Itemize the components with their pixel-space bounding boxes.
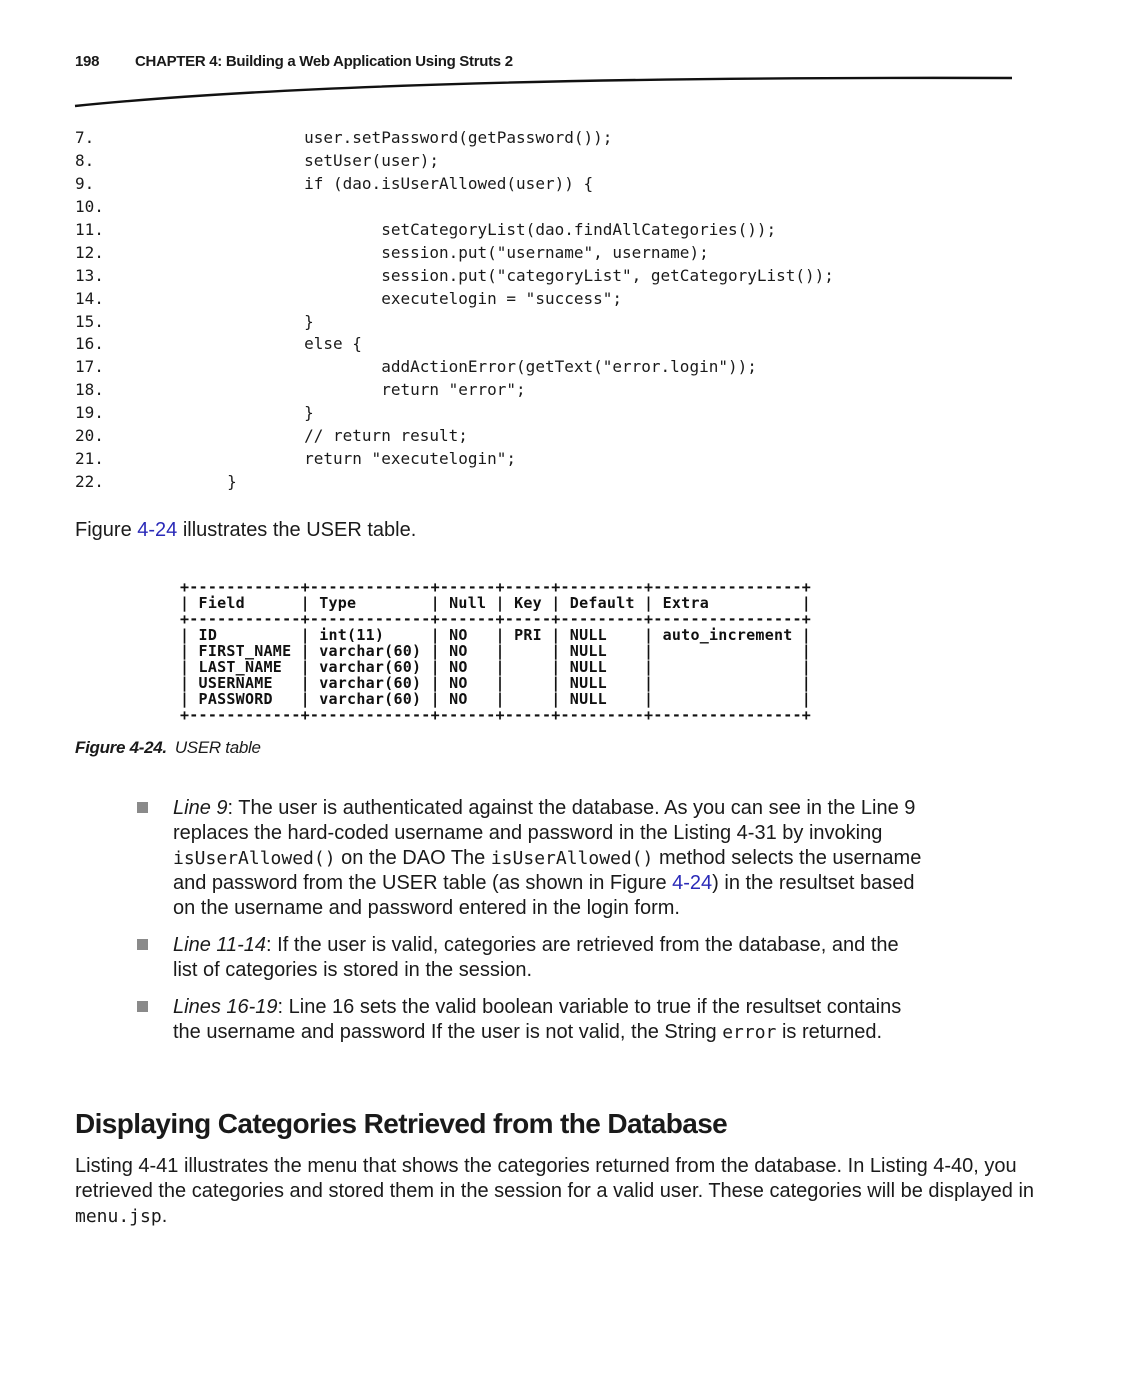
line-number: 12. (75, 242, 104, 262)
code-text: } (150, 472, 237, 492)
line-number: 17. (75, 357, 104, 377)
table-line: | LAST_NAME | varchar(60) | NO | | NULL | | (180, 658, 812, 676)
code-text: user.setPassword(getPassword()); (150, 128, 613, 147)
code-text: setCategoryList(dao.findAllCategories()); (150, 219, 777, 239)
code-line (75, 196, 834, 219)
page-number: 198 (75, 53, 100, 70)
code-text: executelogin = "success"; (150, 288, 623, 308)
list-item (137, 796, 927, 921)
line-number: 21. (75, 449, 104, 469)
line-number: 9. (75, 173, 95, 193)
code-line (75, 425, 834, 448)
square-bullet-icon (137, 802, 148, 813)
line-number: 22. (75, 472, 104, 492)
bullet-lead: Lines 16-19 (173, 996, 278, 1018)
line-number: 18. (75, 380, 104, 400)
code-line (75, 150, 834, 173)
table-line: | USERNAME | varchar(60) | NO | | NULL | | (180, 674, 812, 692)
table-line: | FIRST_NAME | varchar(60) | NO | | NULL | | (180, 642, 812, 660)
bullet-text: : If the user is valid, categories are retrieved from the database, and the list of categories is stored in the session. (173, 934, 899, 981)
line-number: 8. (75, 150, 95, 170)
line-number: 10. (75, 196, 104, 216)
code-line (75, 448, 834, 471)
line-number: 14. (75, 288, 104, 308)
code-text: addActionError(getText("error.login")); (150, 357, 757, 377)
code-line (75, 288, 834, 311)
code-text: return "error"; (150, 380, 526, 400)
code-text: } (150, 403, 314, 423)
section-heading: Displaying Categories Retrieved from the Database (75, 1108, 728, 1139)
code-text: // return result; (150, 426, 468, 446)
bullet-lead: Line 11-14 (173, 934, 267, 956)
header-swoosh-rule (70, 72, 1020, 112)
running-header (75, 53, 513, 70)
code-line (75, 379, 834, 402)
section-text: . (161, 1205, 168, 1227)
line-number: 20. (75, 426, 104, 446)
code-line (75, 311, 834, 334)
code-line (75, 242, 834, 265)
table-line: +------------+-------------+------+-----+---------+----------------+ (180, 706, 812, 724)
bullet-lead: Line 9 (173, 797, 228, 819)
list-item (137, 995, 927, 1045)
line-number: 16. (75, 334, 104, 354)
bullet-text: : Line 16 sets the valid boolean variable to true if the resultset contains the username and password If the user is not valid, the String (173, 996, 902, 1043)
section-paragraph (75, 1154, 1035, 1229)
code-line (75, 173, 834, 196)
code-listing (75, 127, 834, 494)
caption-text: USER table (174, 738, 261, 757)
square-bullet-icon (137, 1001, 148, 1012)
code-text: return "executelogin"; (150, 449, 517, 469)
bullet-text: is returned. (776, 1021, 882, 1043)
code-line (75, 402, 834, 425)
list-item (137, 933, 927, 983)
inline-code: isUserAllowed() (490, 848, 654, 869)
bullet-text: on the DAO The (335, 847, 491, 869)
user-table-figure (180, 579, 811, 723)
line-number: 7. (75, 128, 95, 147)
figure-caption (75, 738, 261, 758)
figure-link[interactable]: 4-24 (672, 872, 713, 894)
intro-text-after: illustrates the USER table. (177, 519, 417, 541)
inline-code: isUserAllowed() (173, 848, 336, 869)
inline-code: menu.jsp (75, 1206, 162, 1227)
intro-paragraph (75, 518, 416, 543)
code-line (75, 219, 834, 242)
code-text: else { (150, 334, 362, 354)
bullet-text: ) in the resultset based on the username and password entered in the login form. (173, 872, 915, 919)
line-number: 19. (75, 403, 104, 423)
intro-text-before: Figure (75, 519, 138, 541)
explanation-list (137, 796, 927, 1057)
line-number: 13. (75, 265, 104, 285)
code-line (75, 356, 834, 379)
bullet-text: : The user is authenticated against the database. As you can see in the Line 9 replaces the hard-coded username and password in the Listing 4-31 by invoking (173, 797, 916, 844)
caption-label: Figure 4-24. (75, 738, 167, 757)
table-line: +------------+-------------+------+-----+---------+----------------+ (180, 610, 812, 628)
inline-code: error (722, 1022, 777, 1043)
table-line: +------------+-------------+------+-----+---------+----------------+ (180, 578, 812, 596)
table-line: | Field | Type | Null | Key | Default | Extra | (180, 594, 812, 612)
code-line (75, 333, 834, 356)
code-text: } (150, 311, 314, 331)
code-text: session.put("username", username); (150, 242, 709, 262)
square-bullet-icon (137, 939, 148, 950)
bullet-text: method selects the username and password from the USER table (as shown in Figure (173, 847, 922, 894)
line-number: 11. (75, 219, 104, 239)
code-line (75, 127, 834, 150)
line-number: 15. (75, 311, 104, 331)
table-line: | ID | int(11) | NO | PRI | NULL | auto_increment | (180, 626, 812, 644)
section-text: Listing 4-41 illustrates the menu that shows the categories returned from the database. In Listing 4-40, you retrieved the categories and stored them in the session for a valid user. These categories will be displayed in (75, 1155, 1035, 1202)
code-line (75, 471, 834, 494)
code-text: setUser(user); (150, 150, 439, 170)
figure-link[interactable]: 4-24 (137, 519, 178, 541)
chapter-title: CHAPTER 4: Building a Web Application Using Struts 2 (135, 53, 513, 70)
code-text: session.put("categoryList", getCategoryList()); (150, 265, 834, 285)
table-line: | PASSWORD | varchar(60) | NO | | NULL | | (180, 690, 812, 708)
code-text: if (dao.isUserAllowed(user)) { (150, 173, 594, 193)
code-line (75, 265, 834, 288)
